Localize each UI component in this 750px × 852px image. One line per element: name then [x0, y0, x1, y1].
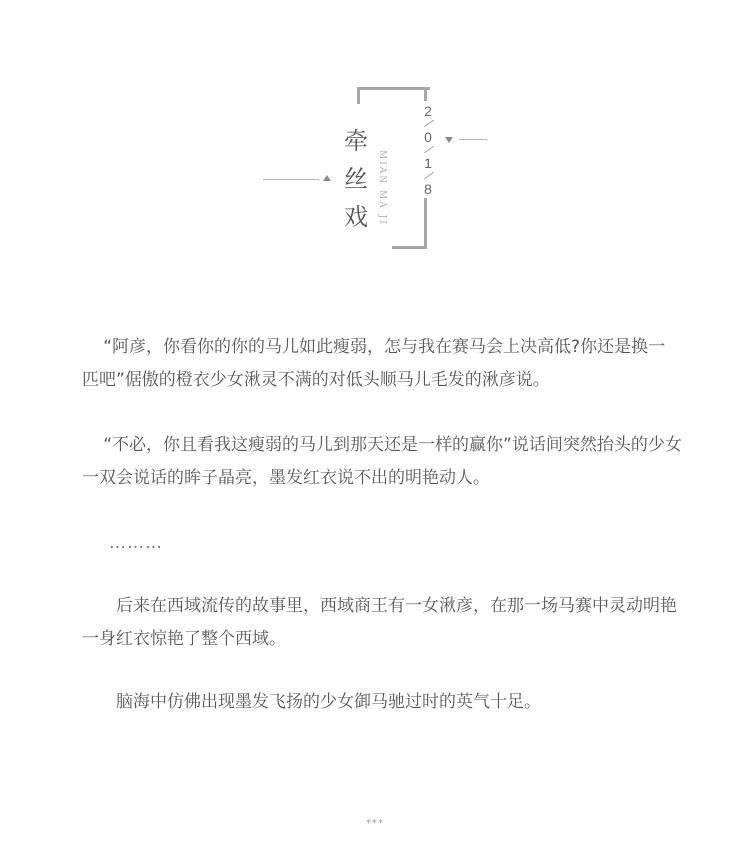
title-char-3: 戏: [344, 203, 368, 231]
vertical-pinyin: MIAN MA JI: [377, 150, 387, 226]
year-digit-4: 8: [424, 181, 432, 197]
end-mark: ***: [366, 818, 384, 829]
triangle-down-icon: [445, 137, 453, 143]
year-digit-3: 1: [424, 155, 432, 171]
section-ellipsis: ………: [109, 533, 163, 553]
year-slash-3: [421, 170, 435, 182]
year-slash-1: [421, 118, 435, 130]
paragraph-3: 后来在西域流传的故事里，西域商王有一女湫彦，在那一场马赛中灵动明艳一身红衣惊艳了整个西域。: [82, 596, 677, 649]
vertical-title: [340, 122, 372, 236]
year-slash-2: [421, 144, 435, 156]
left-divider-line: [263, 179, 319, 180]
title-char-1: 牵: [344, 127, 368, 155]
header-emblem: [0, 0, 750, 270]
frame-bottom-bracket: [392, 198, 427, 249]
year-digit-1: 2: [424, 103, 432, 119]
paragraph-4: 脑海中仿佛出现墨发飞扬的少女御马驰过时的英气十足。: [116, 692, 541, 712]
title-char-2: 丝: [344, 165, 368, 193]
paragraph-2: “不必，你且看我这瘦弱的马儿到那天还是一样的赢你”说话间突然抬头的少女一双会说话的眸子晶亮，墨发红衣说不出的明艳动人。: [82, 435, 682, 488]
vertical-year: [421, 104, 435, 196]
frame-top-bracket: [357, 87, 430, 104]
article-body: [82, 331, 682, 719]
paragraph-1: “阿彦，你看你的你的马儿如此瘦弱，怎与我在赛马会上决高低?你还是换一匹吧”倨傲的橙衣少女湫灵不满的对低头顺马儿毛发的湫彦说。: [82, 337, 666, 390]
triangle-up-icon: [323, 175, 331, 181]
year-digit-2: 0: [424, 129, 432, 145]
frame-top-right-stub: [424, 87, 427, 101]
right-divider-line: [459, 139, 487, 140]
